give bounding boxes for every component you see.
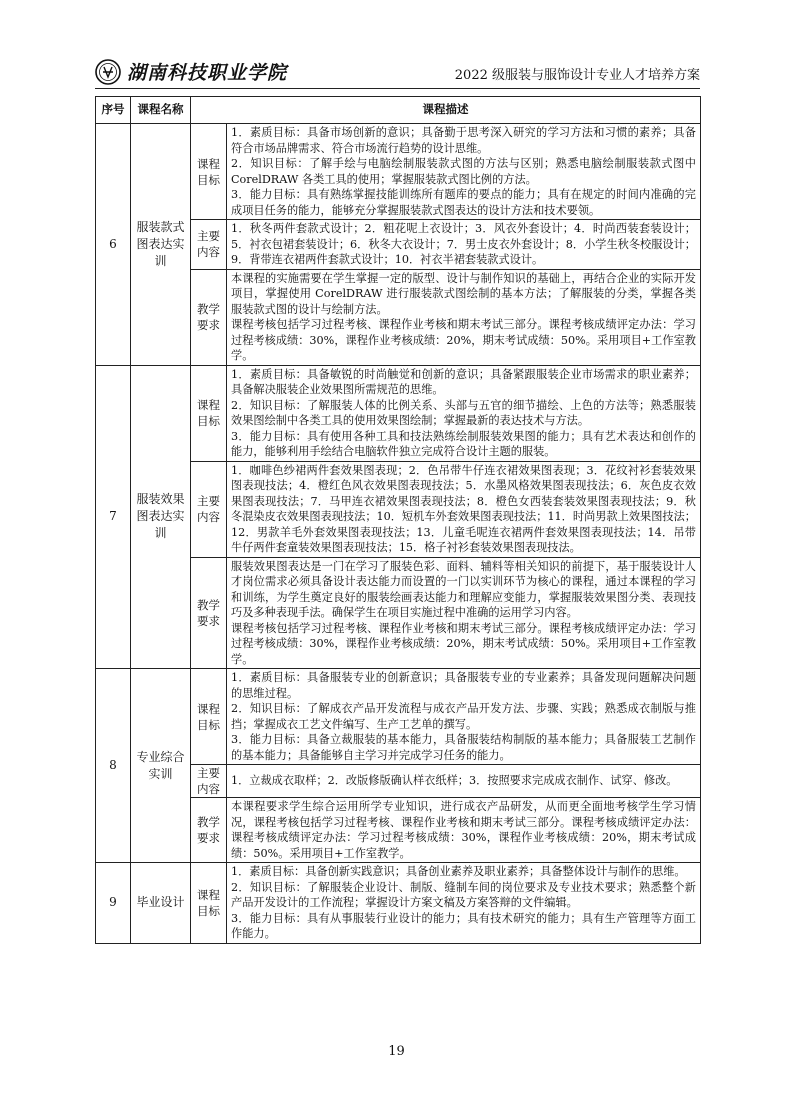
description-paragraph: 3．能力目标：具有使用各种工具和技法熟练绘制服装效果图的能力；具有艺术表达和创作的能力，能够利用手绘结合电脑软件独立完成符合设计主题的服装。 (231, 429, 696, 458)
section-description (227, 269, 701, 365)
description-paragraph: 1．秋冬两件套款式设计；2．粗花呢上衣设计；3．风衣外套设计；4．时尚西装套装设计；5．衬衣包裙套装设计；6．秋冬大衣设计；7．男士皮衣外套设计；8．小学生秋冬校服设计；9．背带连衣裙两件套款式设计；10．衬衣半裙套装款式设计。 (231, 222, 696, 266)
school-name: 湖南科技职业学院 (127, 62, 288, 84)
course-name: 服装效果图表达实训 (131, 365, 191, 669)
col-header-desc: 课程描述 (191, 97, 701, 124)
description-paragraph: 3．能力目标：具备立裁服装的基本能力，具备服装结构制版的基本能力；具备服装工艺制作的基本能力；具备能够自主学习并完成学习任务的能力。 (231, 733, 696, 762)
section-label: 课程目标 (191, 365, 227, 461)
description-paragraph: 2．知识目标：了解服装人体的比例关系、头部与五官的细节描绘、上色的方法等；熟悉服装效果图绘制中各类工具的使用效果图绘制；掌握最新的表达技术与方法。 (231, 398, 696, 427)
description-paragraph: 1．素质目标：具备市场创新的意识；具备勤于思考深入研究的学习方法和习惯的素养；具备符合市场品牌需求、符合市场流行趋势的设计思维。 (231, 126, 696, 155)
description-paragraph: 1．素质目标：具备敏锐的时尚触觉和创新的意识；具备紧跟服装企业市场需求的职业素养；具备解决服装企业效果图所需规范的思维。 (231, 367, 696, 396)
section-description (227, 798, 701, 863)
course-name: 专业综合实训 (131, 669, 191, 863)
page-header (95, 58, 700, 88)
page-number: 19 (388, 1044, 405, 1059)
header-divider (95, 88, 700, 89)
description-paragraph: 课程考核包括学习过程考核、课程作业考核和期末考试三部分。课程考核成绩评定办法：学习过程考核成绩：30%，课程作业考核成绩：20%，期末考试成绩：50%。采用项目+工作室教学。 (231, 318, 696, 362)
description-paragraph: 1．咖啡色纱裙两件套效果图表现；2．色吊带牛仔连衣裙效果图表现；3．花纹衬衫套装效果图表现技法；4．橙红色风衣效果图表现技法；5．水墨风格效果图表现技法；6．灰色皮衣效果图表现技法；7．马甲连衣裙效果图表现技法；8．橙色女西装套装效果图表现技法；9．秋冬混染皮衣效果图表现技法；10．短机车外套效果图表现技法；11．时尚男款上效果图技法；12．男款羊毛外套效果图表现技法；13．儿童毛呢连衣裙两件套效果图表现技法；14．吊带牛仔两件套童装效果图表现技法；15．格子衬衫套装效果图表现技法。 (231, 463, 696, 554)
section-label: 课程目标 (191, 669, 227, 765)
course-number: 9 (96, 863, 131, 944)
description-paragraph: 服装效果图表达是一门在学习了服装色彩、面料、辅料等相关知识的前提下，基于服装设计人才岗位需求必须具备设计表达能力而设置的一门以实训环节为核心的课程，通过本课程的学习和训练，为学生奠定良好的服装绘画表达能力和理解应变能力，掌握服装效果图分类、表现技巧及多种表现手法。确保学生在项目实施过程中准确的运用学习内容。 (231, 559, 696, 619)
description-paragraph: 2．知识目标：了解服装企业设计、制版、缝制车间的岗位要求及专业技术要求；熟悉整个新产品开发设计的工作流程；掌握设计方案文稿及方案答辩的文件编辑。 (231, 880, 696, 909)
table-row (96, 863, 701, 944)
section-description (227, 863, 701, 944)
course-table (95, 96, 701, 944)
description-paragraph: 1．素质目标：具备创新实践意识；具备创业素养及职业素养；具备整体设计与制作的思维。 (231, 865, 686, 878)
table-row (96, 365, 701, 461)
section-label: 课程目标 (191, 863, 227, 944)
table-row (96, 124, 701, 220)
description-paragraph: 2．知识目标：了解成衣产品开发流程与成衣产品开发方法、步骤、实践；熟悉成衣制版与推挡；掌握成衣工艺文件编写、生产工艺单的撰写。 (231, 702, 696, 731)
section-description (227, 365, 701, 461)
section-label: 教学要求 (191, 798, 227, 863)
course-number: 8 (96, 669, 131, 863)
section-label: 主要内容 (191, 765, 227, 798)
course-number: 6 (96, 124, 131, 366)
section-description (227, 461, 701, 557)
section-label: 主要内容 (191, 220, 227, 270)
school-logo (95, 58, 287, 85)
section-description (227, 220, 701, 270)
section-description (227, 124, 701, 220)
col-header-name: 课程名称 (131, 97, 191, 124)
document-title: 2022 级服装与服饰设计专业人才培养方案 (454, 68, 700, 83)
school-emblem-icon (95, 59, 121, 85)
course-name: 服装款式图表达实训 (131, 124, 191, 366)
description-paragraph: 1．立裁成衣取样；2．改版修版确认样衣纸样；3．按照要求完成成衣制作、试穿、修改。 (231, 774, 678, 788)
description-paragraph: 课程考核包括学习过程考核、课程作业考核和期末考试三部分。课程考核成绩评定办法：学习过程考核成绩：30%，课程作业考核成绩：20%，期末考试成绩：50%。采用项目+工作室教学。 (231, 621, 696, 666)
course-number: 7 (96, 365, 131, 669)
description-paragraph: 本课程要求学生综合运用所学专业知识，进行成衣产品研发，从而更全面地考核学生学习情况，课程考核包括学习过程考核、课程作业考核和期末考试三部分。课程考核成绩评定办法：课程考核成绩评定办法：学习过程考核成绩：30%，课程作业考核成绩：20%，期末考试成绩：50%。采用项目+工作室教学。 (231, 800, 696, 860)
course-name: 毕业设计 (131, 863, 191, 944)
table-row (96, 669, 701, 765)
description-paragraph: 本课程的实施需要在学生掌握一定的版型、设计与制作知识的基础上，再结合企业的实际开发项目，掌握使用 CorelDRAW 进行服装款式图绘制的基本方法；了解服装的分类，掌握各类服装款式图的设计与绘制方法。 (231, 271, 696, 316)
description-paragraph: 3．能力目标：具有从事服装行业设计的能力；具有技术研究的能力；具有生产管理等方面工作能力。 (231, 911, 696, 940)
description-paragraph: 2．知识目标：了解手绘与电脑绘制服装款式图的方法与区别；熟悉电脑绘制服装款式图中CorelDRAW 各类工具的使用；掌握服装款式图比例的方法。 (231, 157, 696, 186)
description-paragraph: 1．素质目标：具备服装专业的创新意识；具备服装专业的专业素养；具备发现问题解决问题的思维过程。 (231, 671, 696, 700)
description-paragraph: 3．能力目标：具有熟练掌握技能训练所有题库的要点的能力；具有在规定的时间内准确的完成项目任务的能力，能够充分掌握服装款式图表达的设计方法和技术要领。 (231, 188, 696, 217)
section-label: 教学要求 (191, 269, 227, 365)
section-description (227, 765, 701, 798)
section-description (227, 557, 701, 669)
section-label: 教学要求 (191, 557, 227, 669)
section-description (227, 669, 701, 765)
section-label: 主要内容 (191, 461, 227, 557)
section-label: 课程目标 (191, 124, 227, 220)
table-header-row (96, 97, 701, 124)
col-header-no: 序号 (96, 97, 131, 124)
